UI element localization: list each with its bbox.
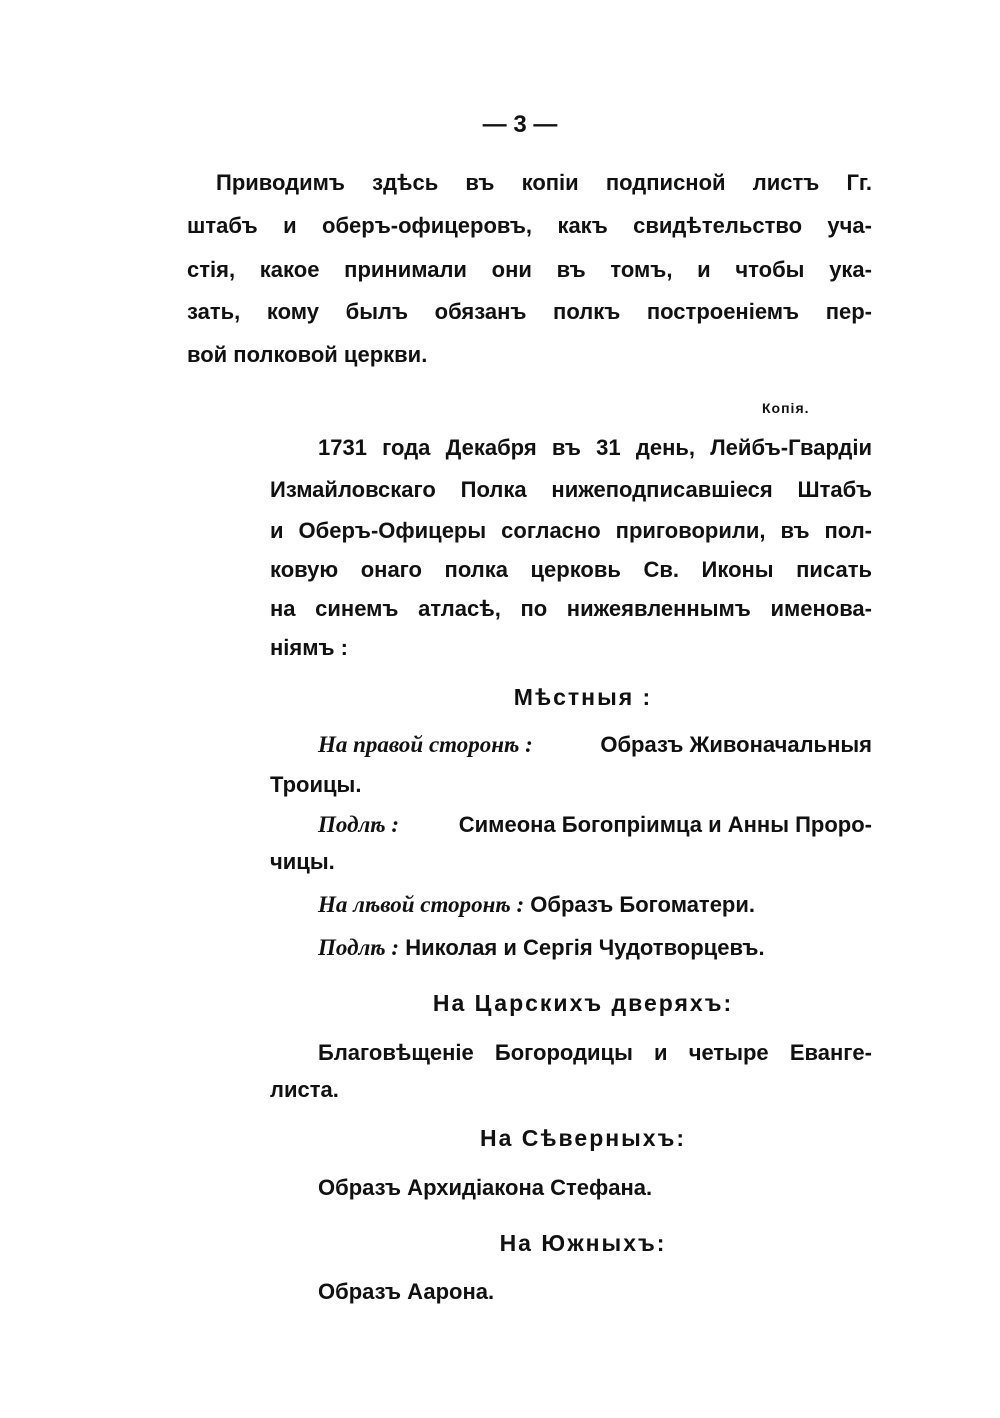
document-line: Измайловскаго Полка нижеподписавшіеся Штабъ bbox=[270, 477, 872, 502]
document-line: ковую онаго полка церковь Св. Иконы писать bbox=[270, 557, 872, 582]
page-number: — 3 — bbox=[482, 111, 558, 138]
left-side-line bbox=[318, 892, 755, 918]
near-line-1 bbox=[318, 812, 872, 838]
royal-doors-text-cont: листа. bbox=[270, 1077, 339, 1102]
intro-line: стія, какое принимали они въ томъ, и чтобы ука- bbox=[187, 257, 872, 282]
intro-line: штабъ и оберъ-офицеровъ, какъ свидѣтельство уча- bbox=[187, 213, 872, 238]
left-side-text: Образъ Богоматери. bbox=[530, 892, 756, 917]
royal-doors-text: Благовѣщеніе Богородицы и четыре Еванге- bbox=[318, 1040, 872, 1065]
document-line: на синемъ атласѣ, по нижеявленнымъ именова- bbox=[270, 596, 872, 621]
heading-royal-doors: На Царскихъ дверяхъ: bbox=[432, 990, 734, 1016]
heading-local: Мѣстныя : bbox=[513, 684, 653, 710]
document-line: ніямъ : bbox=[270, 635, 348, 660]
intro-line: зать, кому былъ обязанъ полкъ построеніемъ пер- bbox=[187, 299, 872, 324]
intro-line: вой полковой церкви. bbox=[187, 342, 428, 367]
right-side-text: Образъ Живоначальныя bbox=[600, 732, 872, 757]
south-text: Образъ Аарона. bbox=[318, 1279, 495, 1304]
document-line: и Оберъ-Офицеры согласно приговорили, въ пол- bbox=[270, 518, 872, 543]
left-side-label: На лѣвой сторонѣ : bbox=[318, 892, 525, 917]
near-text: Симеона Богопріимца и Анны Проро- bbox=[458, 812, 872, 837]
near-label: Подлѣ : bbox=[318, 812, 400, 837]
right-side-label: На правой сторонѣ : bbox=[318, 732, 533, 757]
near-label: Подлѣ : bbox=[318, 935, 400, 960]
heading-south: На Южныхъ: bbox=[499, 1230, 667, 1256]
near-text: Николая и Сергія Чудотворцевъ. bbox=[405, 935, 765, 960]
north-text: Образъ Архидіакона Стефана. bbox=[318, 1175, 653, 1200]
right-side-line bbox=[318, 732, 872, 758]
copy-label: Копія. bbox=[762, 400, 810, 416]
near-line-2 bbox=[318, 935, 765, 961]
near-text-cont: чицы. bbox=[270, 849, 335, 874]
heading-north: На Сѣверныхъ: bbox=[480, 1125, 686, 1151]
right-side-text-cont: Троицы. bbox=[270, 772, 362, 797]
intro-line: Приводимъ здѣсь въ копіи подписной листъ Гг. bbox=[216, 170, 872, 195]
document-line: 1731 года Декабря въ 31 день, Лейбъ-Гвардіи bbox=[318, 435, 872, 460]
